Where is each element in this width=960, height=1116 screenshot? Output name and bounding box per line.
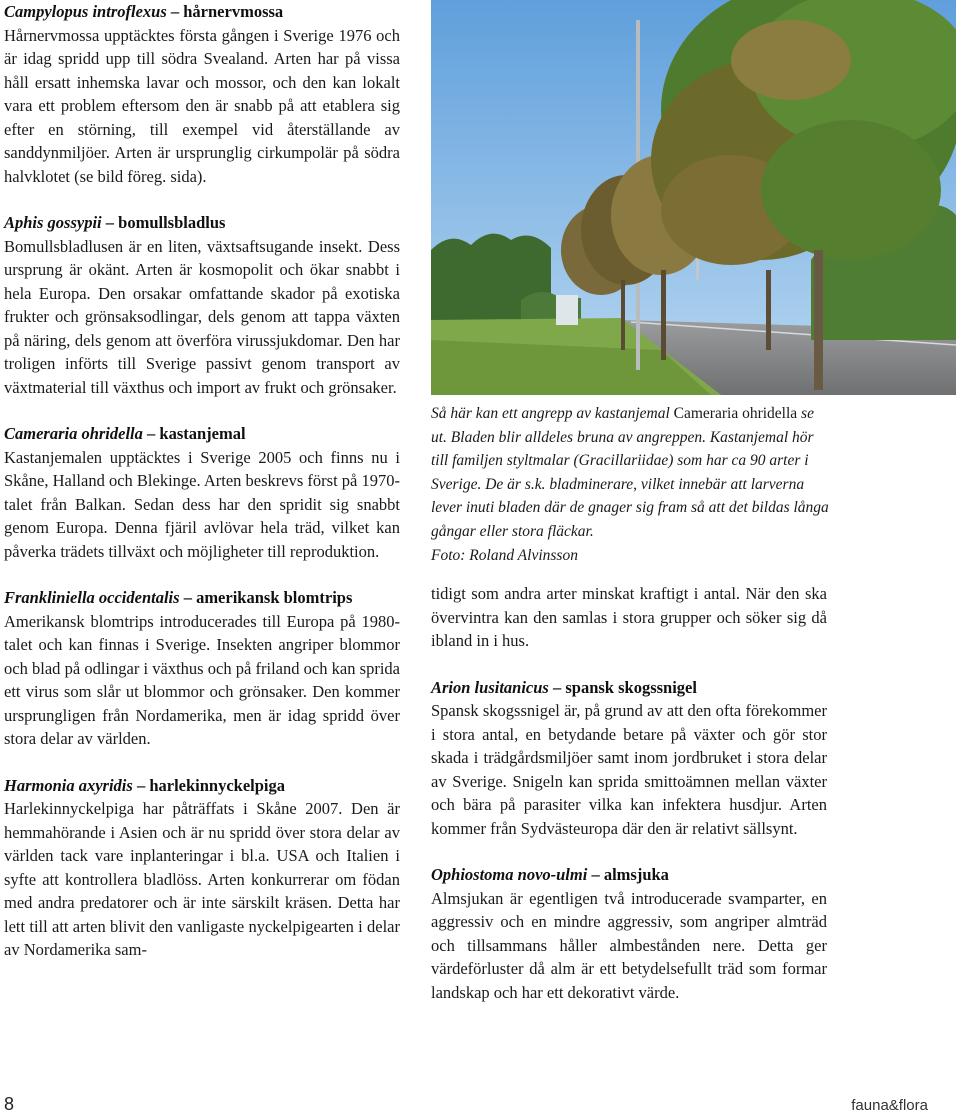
species-entry-frankliniella	[4, 586, 400, 751]
species-entry-cameraria	[4, 422, 400, 563]
magazine-name: fauna&flora	[851, 1097, 928, 1114]
species-entry-harmonia	[4, 774, 400, 962]
entry-heading: Arion lusitanicus – spansk skogssnigel	[431, 677, 697, 697]
entry-heading: Ophiostoma novo-ulmi – almsjuka	[431, 865, 669, 884]
photo-caption: Så här kan ett angrepp av kastanjemal Cameraria ohridella se ut. Bladen blir alldeles bruna av angreppen. Kastanjemal hör till familjen styltmalar (Gracillariidae) som har ca 90 arter i Sverige. De är s.k. bladminerare, vilket innebär att larverna lever inuti bladen där de gnager sig fram så att det bildas långa gångar eller stora fläckar. Foto: Roland Alvinsson	[431, 402, 831, 567]
entry-body: tidigt som andra arter minskat kraftigt i antal. När den ska övervintra kan den samlas i stora grupper och söker sig då ibland in i hus.	[431, 584, 827, 650]
entry-body: Almsjukan är egentligen två introducerade svamparter, en aggressiv och en mindre aggressiv, som angriper almträd och tillsammans håller almbestånden nere. Detta ger värdeförluster då alm är ett betydelsefullt träd som formar landskap och har ett dekorativt värde.	[431, 888, 827, 1002]
entry-body: Hårnervmossa upptäcktes första gången i Sverige 1976 och är idag spridd upp till södra Svealand. Arten har på vissa håll ersatt inhemska lavar och mossor, och den kan lokalt vara ett problem eftersom den är snabb på att etablera sig efter en störning, till exempel vid återställande av sanddynmiljöer. Arten är ursprunglig cirkumpolär på södra halvklotet (se bild föreg. sida).	[4, 25, 400, 186]
entry-body: Amerikansk blomtrips introducerades till Europa på 1980-talet och kan finnas i Sverige. Insekten angriper blommor och blad på odlingar i växthus och på friland och kan sprida ett virus som slår ut blommor och grönsaker. Den kommer ursprungligen från Nordamerika, men är idag spridd över stora delar av världen.	[4, 611, 400, 748]
page-number: 8	[4, 1094, 15, 1114]
continuation-text	[431, 582, 827, 653]
species-entry-campylopus	[4, 0, 400, 188]
entry-body: Kastanjemalen upptäcktes i Sverige 2005 och finns nu i Skåne, Halland och Blekinge. Arten beskrevs först på 1970-talet från Balkan. Sedan dess har den spridit sig snabbt genom Europa. Denna fjäril avlövar hela träd, vilket kan påverka trädets tillväxt och möjligheter till reproduktion.	[4, 447, 400, 561]
chestnut-tree-photo	[431, 0, 956, 395]
entry-heading: Aphis gossypii – bomullsbladlus	[4, 213, 226, 232]
photo-credit: Foto: Roland Alvinsson	[431, 546, 578, 564]
species-entry-ophiostoma	[431, 863, 827, 1004]
entry-body: Spansk skogssnigel är, på grund av att den ofta förekommer i stora antal, en betydande betare på växter och gör stor skada i trädgårdsmiljöer samt inom jordbruket i stora delar av Sverige. Snigeln kan sprida smittoämnen mellan växter och bära på parasiter vilka kan infektera husdjur. Arten kommer från Sydvästeuropa där den är relativt sällsynt.	[431, 701, 827, 838]
left-column	[4, 0, 400, 962]
entry-heading: Harmonia axyridis – harlekinnyckelpiga	[4, 775, 286, 795]
entry-heading: Frankliniella occidentalis – amerikansk blomtrips	[4, 588, 353, 607]
entry-heading: Cameraria ohridella – kastanjemal	[4, 424, 246, 443]
entry-body: Bomullsbladlusen är en liten, växtsaftsugande insekt. Dess ursprung är okänt. Arten är kosmopolit och ökar snabbt i hela Europa. Den orsakar omfattande skador på exotiska frukter och grönsaksodlingar, dels genom att tappa växten på näring, dels genom att överföra virussjukdomar. Den har troligen införts till Sverige passivt genom transport av växtmaterial till växthus och import av frukt och grönsaker.	[4, 236, 400, 397]
species-entry-aphis	[4, 211, 400, 399]
right-column	[431, 582, 827, 1004]
entry-heading: Campylopus introflexus – hårnervmossa	[4, 2, 284, 21]
species-entry-arion	[431, 676, 827, 841]
entry-body: Harlekinnyckelpiga har påträffats i Skåne 2007. Den är hemmahörande i Asien och är nu spridd över stora delar av världen tack vare inplanteringar i bl.a. USA och Italien i syfte att kontrollera bladlöss. Arten konkurrerar om födan med andra predatorer och är inte särskilt kräsen. Detta har lett till att arten blivit den vanligaste nyckelpigearten i delar av Nordamerika sam-	[4, 799, 400, 959]
photo-illustration	[431, 0, 956, 395]
